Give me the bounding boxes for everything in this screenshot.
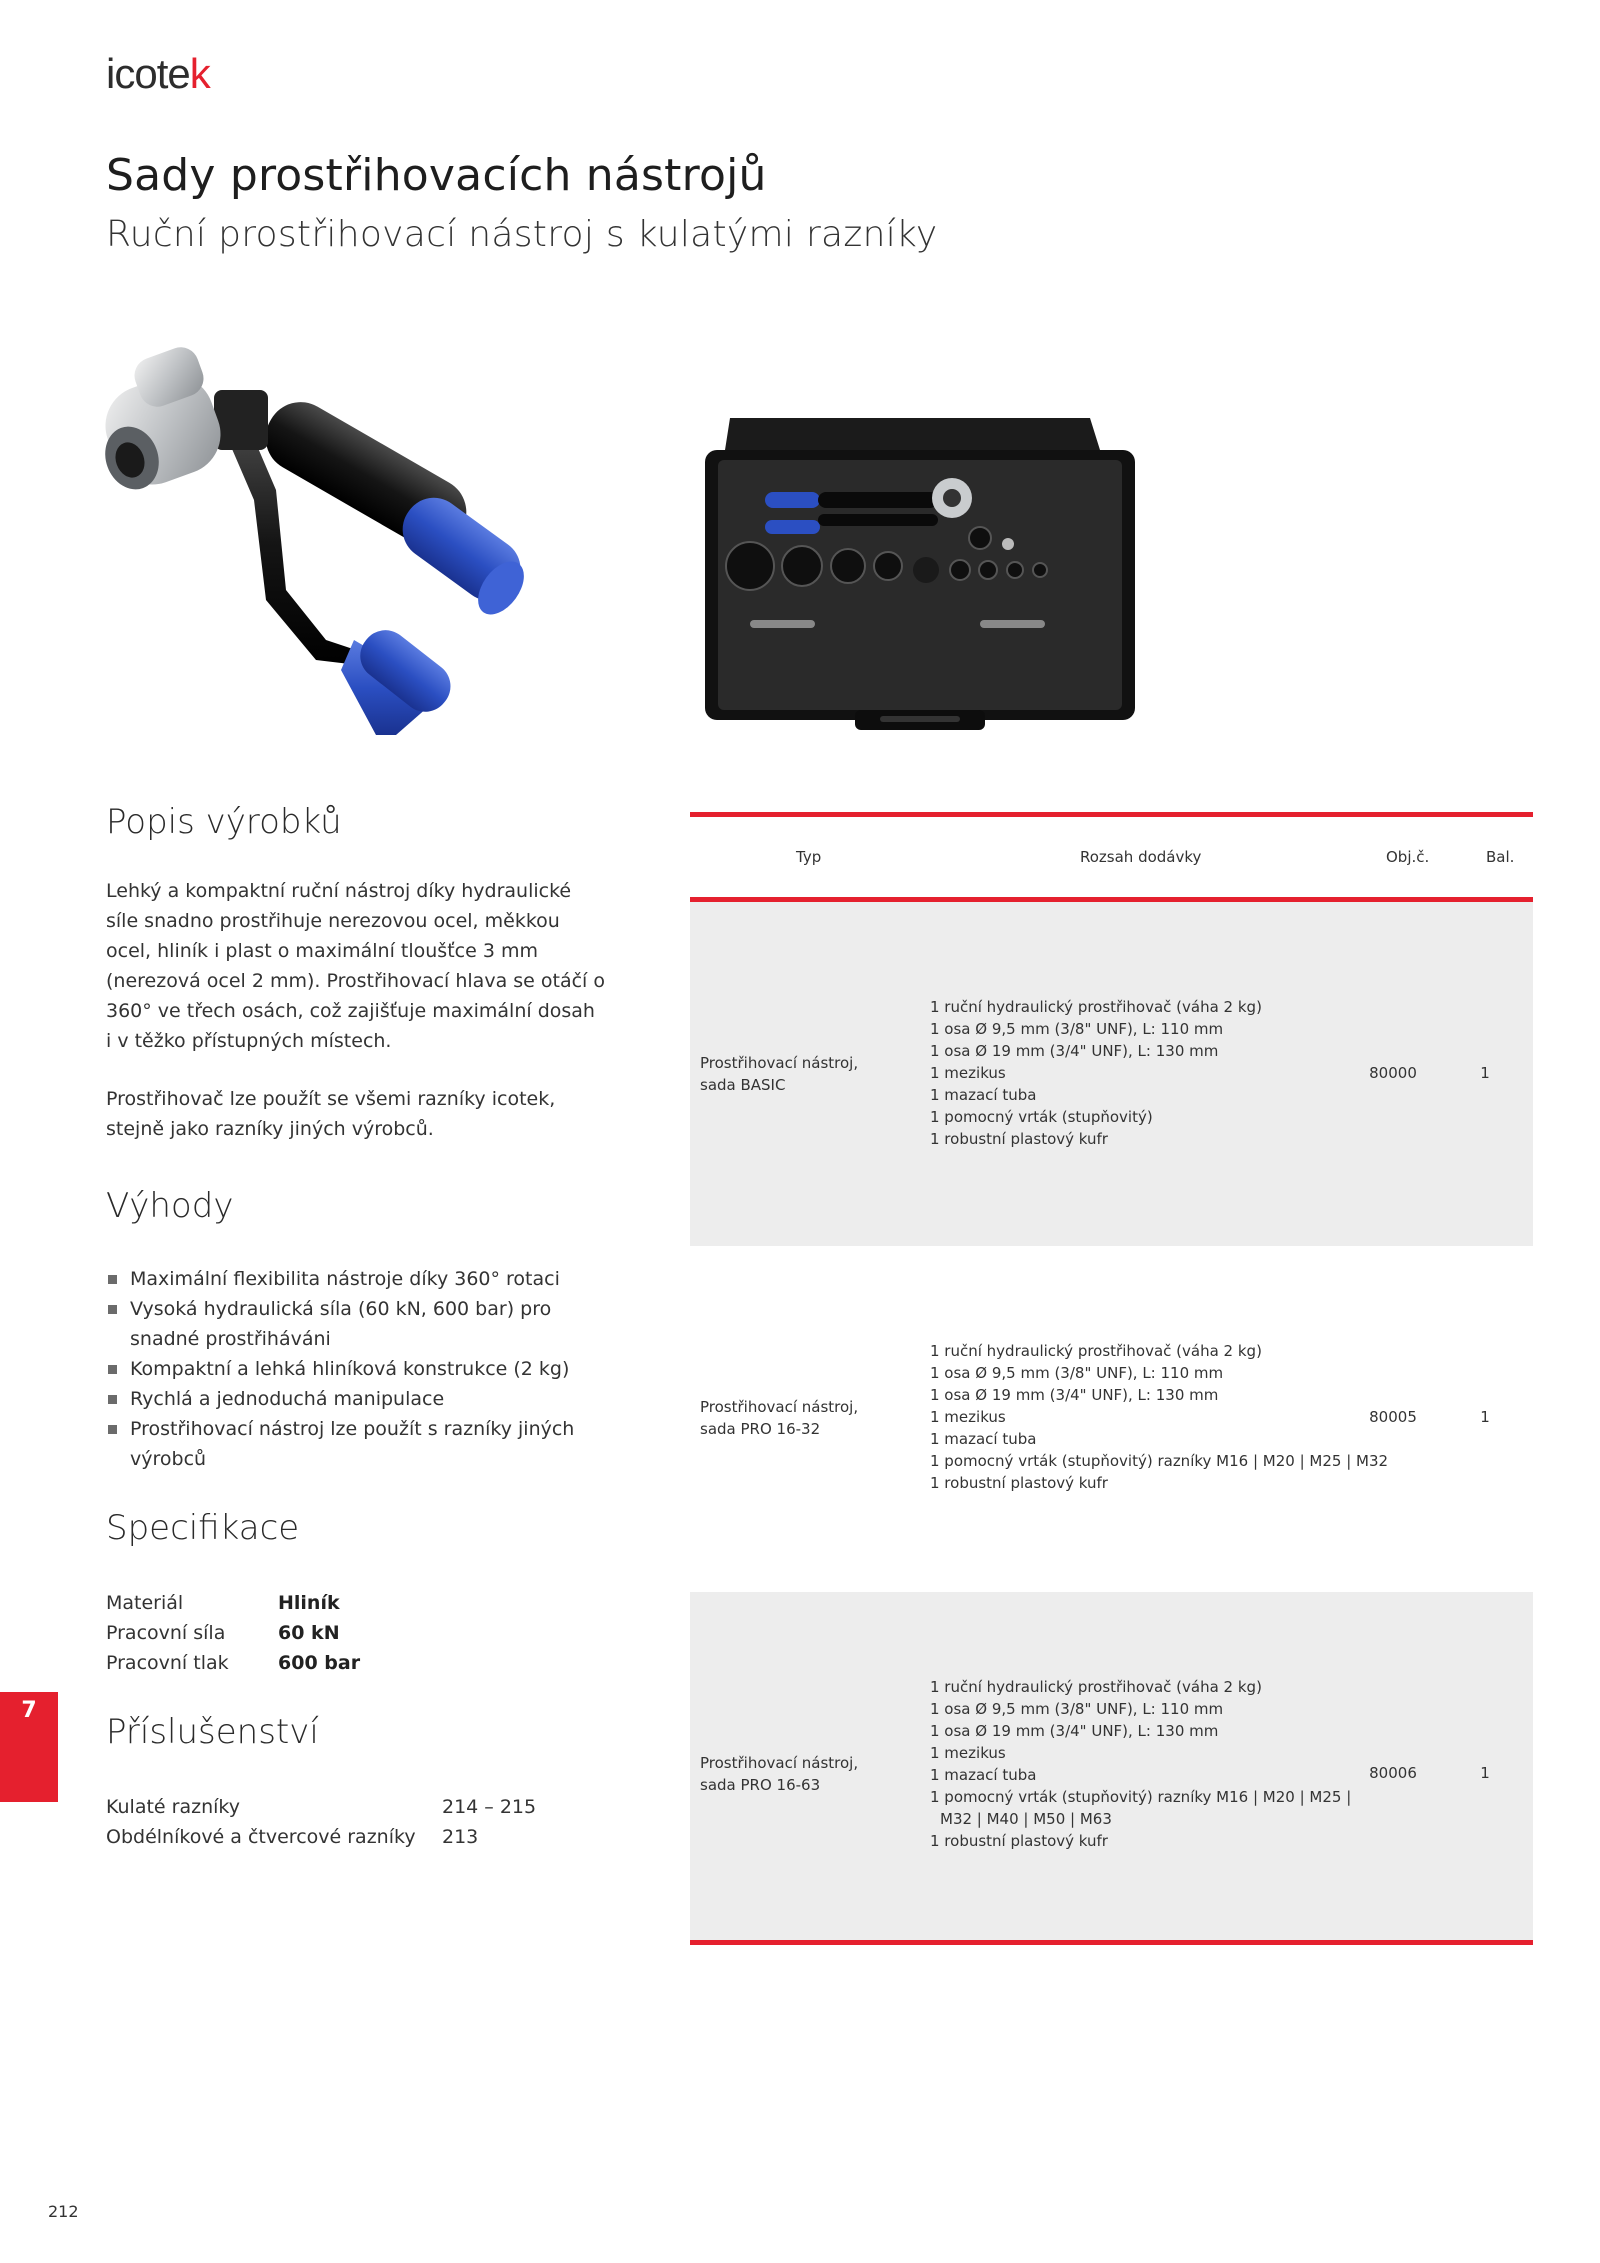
scope-line: 1 osa Ø 19 mm (3/4" UNF), L: 130 mm — [930, 1722, 1219, 1740]
spec-value: 60 kN — [278, 1622, 340, 1644]
typ-line: sada PRO 16-63 — [700, 1776, 821, 1794]
scope-line: M32 | M40 | M50 | M63 — [940, 1810, 1112, 1828]
spec-value: Hliník — [278, 1592, 340, 1614]
scope-line: 1 ruční hydraulický prostřihovač (váha 2 kg) — [930, 998, 1262, 1016]
scope-line: 1 pomocný vrták (stupňovitý) razníky M16 | M20 | M25 | — [930, 1788, 1352, 1806]
bullet-square-icon — [108, 1395, 117, 1404]
accessories-table — [106, 1792, 536, 1852]
row-typ — [700, 1396, 860, 1440]
description-paragraph-1: Lehký a kompaktní ruční nástroj díky hydraulické síle snadno prostřihuje nerezovou ocel, měkkou ocel, hliník i plast o maximální tloušťce 3 mm (nerezová ocel 2 mm). Prostřihovací hlava se otáčí o 360° ve třech osách, což zajišťuje maximální dosah i v těžko přístupných místech. — [106, 880, 605, 1052]
spec-row — [106, 1588, 360, 1618]
logo-accent: k — [189, 50, 210, 97]
row-order-number: 80005 — [1369, 1408, 1417, 1426]
accessory-pages: 214 – 215 — [442, 1796, 537, 1818]
table-row — [690, 1592, 1533, 1940]
bullet-square-icon — [108, 1275, 117, 1284]
page-title: Sady prostřihovacích nástrojů — [106, 150, 767, 201]
spec-label: Pracovní síla — [106, 1622, 226, 1644]
row-pack: 1 — [1480, 1764, 1490, 1782]
benefit-text: Rychlá a jednoduchá manipulace — [130, 1388, 445, 1410]
accessory-row — [106, 1822, 536, 1852]
benefit-item — [106, 1384, 606, 1414]
scope-line: 1 robustní plastový kufr — [930, 1832, 1108, 1850]
row-typ — [700, 1052, 860, 1096]
typ-line: Prostřihovací nástroj, — [700, 1054, 859, 1072]
typ-line: sada PRO 16-32 — [700, 1420, 821, 1438]
table-row — [690, 1246, 1533, 1592]
spec-row — [106, 1648, 360, 1678]
description-heading: Popis výrobků — [106, 802, 342, 842]
row-order-number: 80000 — [1369, 1064, 1417, 1082]
benefit-item — [106, 1414, 606, 1474]
scope-line: 1 mazací tuba — [930, 1430, 1037, 1448]
spec-label: Pracovní tlak — [106, 1652, 229, 1674]
benefits-list — [106, 1264, 606, 1474]
accessories-heading: Příslušenství — [106, 1712, 319, 1752]
accessory-label: Obdélníkové a čtvercové razníky — [106, 1826, 416, 1848]
row-scope — [930, 1340, 1389, 1494]
logo-text: icote — [106, 50, 190, 97]
scope-line: 1 osa Ø 9,5 mm (3/8" UNF), L: 110 mm — [930, 1020, 1224, 1038]
scope-line: 1 pomocný vrták (stupňovitý) — [930, 1108, 1153, 1126]
scope-line: 1 osa Ø 9,5 mm (3/8" UNF), L: 110 mm — [930, 1364, 1224, 1382]
bullet-square-icon — [108, 1425, 117, 1434]
bullet-square-icon — [108, 1365, 117, 1374]
spec-label: Materiál — [106, 1592, 184, 1614]
scope-line: 1 pomocný vrták (stupňovitý) razníky M16 | M20 | M25 | M32 — [930, 1452, 1389, 1470]
typ-line: Prostřihovací nástroj, — [700, 1398, 859, 1416]
scope-line: 1 mezikus — [930, 1408, 1006, 1426]
row-order-number: 80006 — [1369, 1764, 1417, 1782]
scope-line: 1 mezikus — [930, 1744, 1006, 1762]
row-scope — [930, 996, 1330, 1150]
typ-line: Prostřihovací nástroj, — [700, 1754, 859, 1772]
header-order-number: Obj.č. — [1386, 848, 1430, 866]
typ-line: sada BASIC — [700, 1076, 786, 1094]
hydraulic-punch-tool-image — [96, 340, 616, 750]
scope-line: 1 robustní plastový kufr — [930, 1130, 1108, 1148]
specification-table — [106, 1588, 360, 1678]
page-number: 212 — [48, 2202, 79, 2221]
row-pack: 1 — [1480, 1064, 1490, 1082]
row-scope — [930, 1676, 1352, 1852]
chapter-tab — [0, 1692, 58, 1802]
scope-line: 1 ruční hydraulický prostřihovač (váha 2 kg) — [930, 1342, 1262, 1360]
description-paragraph-2: Prostřihovač lze použít se všemi razníky icotek, stejně jako razníky jiných výrobců. — [106, 1088, 556, 1140]
accessory-row — [106, 1792, 536, 1822]
header-typ: Typ — [796, 848, 822, 866]
brand-logo — [106, 50, 210, 98]
table-top-rule — [690, 812, 1533, 817]
scope-line: 1 mazací tuba — [930, 1766, 1037, 1784]
scope-line: 1 osa Ø 9,5 mm (3/8" UNF), L: 110 mm — [930, 1700, 1224, 1718]
benefit-text: Maximální flexibilita nástroje díky 360° rotaci — [130, 1268, 560, 1290]
spec-value: 600 bar — [278, 1652, 361, 1674]
scope-line: 1 osa Ø 19 mm (3/4" UNF), L: 130 mm — [930, 1386, 1219, 1404]
scope-line: 1 ruční hydraulický prostřihovač (váha 2 kg) — [930, 1678, 1262, 1696]
scope-line: 1 osa Ø 19 mm (3/4" UNF), L: 130 mm — [930, 1042, 1219, 1060]
benefit-text: Prostřihovací nástroj lze použít s razníky jiných výrobců — [130, 1418, 575, 1470]
row-typ — [700, 1752, 860, 1796]
benefit-item — [106, 1354, 606, 1384]
chapter-number: 7 — [21, 1698, 37, 1723]
header-pack: Bal. — [1486, 848, 1515, 866]
benefit-text: Vysoká hydraulická síla (60 kN, 600 bar) pro snadné prostřiháváni — [130, 1298, 552, 1350]
benefit-text: Kompaktní a lehká hliníková konstrukce (2 kg) — [130, 1358, 570, 1380]
row-pack: 1 — [1480, 1408, 1490, 1426]
benefits-heading: Výhody — [106, 1186, 234, 1226]
benefit-item — [106, 1294, 606, 1354]
benefit-item — [106, 1264, 606, 1294]
accessory-label: Kulaté razníky — [106, 1796, 240, 1818]
accessory-pages: 213 — [442, 1826, 479, 1848]
page-subtitle: Ruční prostřihovací nástroj s kulatými razníky — [106, 214, 938, 255]
scope-line: 1 robustní plastový kufr — [930, 1474, 1108, 1492]
scope-line: 1 mezikus — [930, 1064, 1006, 1082]
table-row — [690, 902, 1533, 1246]
tool-case-set-image — [690, 410, 1150, 740]
spec-row — [106, 1618, 360, 1648]
table-bottom-rule — [690, 1940, 1533, 1945]
specification-heading: Specifikace — [106, 1508, 300, 1548]
scope-line: 1 mazací tuba — [930, 1086, 1037, 1104]
bullet-square-icon — [108, 1305, 117, 1314]
header-scope: Rozsah dodávky — [1080, 848, 1202, 866]
